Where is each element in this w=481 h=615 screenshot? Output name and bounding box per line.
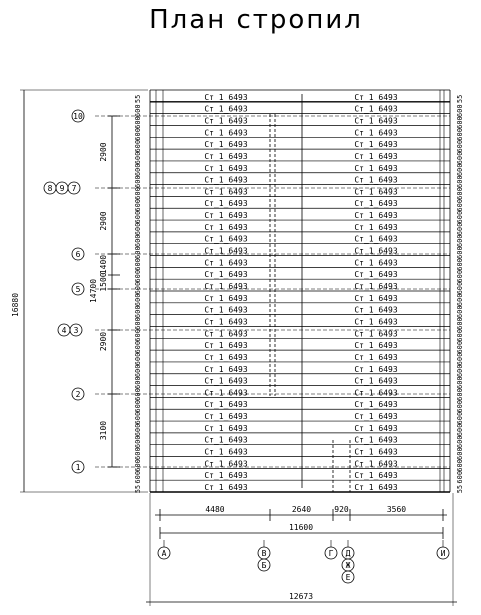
column-axis-label-1: В [261, 549, 267, 558]
column-axis-label-0: А [161, 549, 167, 558]
rafter-label-right-29: Ст_1_6493 [354, 435, 398, 445]
spacing-right-19: 600 [456, 317, 464, 330]
spacing-left-13: 600 [134, 246, 142, 259]
rafter-label-left-33: Ст_1_6493 [204, 483, 248, 492]
rafter-label-left-32: Ст_1_6493 [204, 471, 248, 481]
combined-vertical-label: 14700 [89, 278, 98, 304]
rafter-label-right-1: Ст_1_6493 [354, 104, 398, 114]
spacing-right-14: 600 [456, 258, 464, 271]
spacing-left-2: 600 [134, 116, 142, 129]
spacing-left-3: 600 [134, 128, 142, 141]
rafter-label-right-3: Ст_1_6493 [354, 128, 398, 138]
spacing-right-18: 600 [456, 305, 464, 319]
rafter-label-left-16: Ст_1_6493 [204, 282, 248, 291]
row-axis-label-6-0: 1 [75, 463, 81, 472]
rafter-label-right-5: Ст_1_6493 [354, 151, 398, 161]
rafter-label-left-7: Ст_1_6493 [204, 175, 248, 185]
rafter-label-right-30: Ст_1_6493 [354, 447, 398, 457]
spacing-right-20: 600 [456, 329, 464, 342]
horizontal-dim-label-0: 4480 [205, 505, 225, 514]
spacing-right-9: 600 [456, 198, 464, 212]
column-axis-label-3: Г [328, 549, 334, 558]
rafter-label-left-6: Ст_1_6493 [204, 163, 248, 173]
spacing-left-17: 600 [134, 293, 142, 307]
spacing-right-27: 600 [456, 411, 464, 425]
row-axis-label-4-1: 3 [73, 326, 79, 335]
rafter-label-right-21: Ст_1_6493 [354, 341, 398, 351]
rafter-label-right-22: Ст_1_6493 [354, 352, 398, 362]
spacing-left-33: 55 [134, 484, 142, 494]
spacing-left-21: 600 [134, 340, 142, 354]
rafter-label-left-14: Ст_1_6493 [204, 258, 248, 268]
vertical-dim-label-2: 1400 [99, 254, 108, 275]
spacing-right-29: 600 [456, 435, 464, 449]
horizontal-dim-label-3: 3560 [386, 505, 407, 514]
spacing-right-3: 600 [456, 128, 464, 141]
rafter-label-left-21: Ст_1_6493 [204, 341, 248, 351]
spacing-left-32: 600 [134, 470, 142, 484]
row-axis-label-2-0: 6 [75, 250, 81, 259]
spacing-right-12: 600 [456, 234, 464, 248]
spacing-right-28: 600 [456, 423, 464, 437]
rafter-label-right-25: Ст_1_6493 [354, 388, 398, 398]
rafter-label-left-31: Ст_1_6493 [204, 459, 248, 469]
spacing-right-1: 600 [456, 104, 464, 118]
rafter-label-left-3: Ст_1_6493 [204, 128, 248, 138]
rafter-label-left-0: Ст_1_6493 [204, 92, 248, 102]
horizontal-dim-label-1: 2640 [291, 505, 312, 514]
rafter-label-right-7: Ст_1_6493 [354, 175, 398, 185]
rafter-label-left-23: Ст_1_6493 [204, 364, 248, 374]
rafter-label-right-20: Ст_1_6493 [354, 329, 398, 339]
column-axis-label-6: Е [345, 573, 351, 582]
rafter-label-right-33: Ст_1_6493 [354, 483, 398, 492]
rafter-label-left-9: Ст_1_6493 [204, 199, 248, 209]
rafter-label-left-24: Ст_1_6493 [204, 376, 248, 386]
rafter-label-right-26: Ст_1_6493 [354, 400, 398, 410]
spacing-right-7: 600 [456, 175, 464, 189]
spacing-right-31: 600 [456, 459, 464, 472]
spacing-left-14: 600 [134, 258, 142, 271]
plan-width-label: 11600 [288, 523, 314, 532]
rafter-label-right-11: Ст_1_6493 [354, 222, 398, 232]
rafter-label-right-8: Ст_1_6493 [354, 187, 398, 197]
rafter-label-right-32: Ст_1_6493 [354, 471, 398, 481]
vertical-dim-label-3: 1500 [99, 272, 108, 292]
spacing-left-6: 600 [134, 163, 142, 177]
rafter-label-left-25: Ст_1_6493 [204, 388, 248, 398]
rafter-label-left-17: Ст_1_6493 [204, 293, 248, 303]
column-axis-label-5: Ж [345, 561, 351, 570]
spacing-right-4: 600 [456, 139, 464, 153]
horizontal-dim-label-2: 920 [334, 505, 349, 514]
spacing-left-10: 600 [134, 210, 142, 224]
spacing-right-22: 600 [456, 352, 464, 366]
rafter-label-left-2: Ст_1_6493 [204, 116, 248, 126]
rafter-label-right-13: Ст_1_6493 [354, 246, 398, 256]
rafter-label-right-14: Ст_1_6493 [354, 258, 398, 268]
spacing-left-18: 600 [134, 305, 142, 319]
overall-height-label: 16880 [11, 292, 20, 318]
rafter-label-right-24: Ст_1_6493 [354, 376, 398, 386]
rafter-label-left-10: Ст_1_6493 [204, 211, 248, 221]
spacing-left-8: 600 [134, 187, 142, 200]
overall-width-label: 12673 [288, 592, 314, 601]
rafter-label-right-18: Ст_1_6493 [354, 305, 398, 315]
spacing-right-30: 600 [456, 447, 464, 460]
spacing-left-7: 600 [134, 175, 142, 189]
rafter-label-right-17: Ст_1_6493 [354, 293, 398, 303]
spacing-left-16: 600 [134, 281, 142, 295]
row-axis-label-4-0: 4 [61, 326, 67, 335]
spacing-right-8: 600 [456, 187, 464, 200]
rafter-label-right-15: Ст_1_6493 [354, 270, 398, 280]
spacing-left-11: 600 [134, 222, 142, 236]
spacing-left-22: 600 [134, 352, 142, 366]
rafter-label-left-26: Ст_1_6493 [204, 400, 248, 410]
spacing-left-28: 600 [134, 423, 142, 437]
rafter-label-right-0: Ст_1_6493 [354, 92, 398, 102]
rafter-label-left-18: Ст_1_6493 [204, 305, 248, 315]
column-axis-label-2: Б [261, 561, 267, 570]
column-axis-label-4: Д [345, 549, 351, 558]
spacing-left-24: 600 [134, 376, 142, 390]
spacing-left-5: 600 [134, 151, 142, 165]
vertical-dim-label-5: 3100 [99, 420, 108, 441]
rafter-label-right-27: Ст_1_6493 [354, 412, 398, 422]
rafter-label-left-19: Ст_1_6493 [204, 317, 248, 327]
rafter-label-right-28: Ст_1_6493 [354, 423, 398, 433]
spacing-left-27: 600 [134, 411, 142, 425]
rafter-label-left-4: Ст_1_6493 [204, 140, 248, 150]
rafter-label-right-9: Ст_1_6493 [354, 199, 398, 209]
rafter-label-right-19: Ст_1_6493 [354, 317, 398, 327]
rafter-label-left-5: Ст_1_6493 [204, 151, 248, 161]
spacing-right-17: 600 [456, 293, 464, 307]
vertical-dim-label-4: 2900 [99, 331, 108, 352]
rafter-label-left-12: Ст_1_6493 [204, 234, 248, 244]
spacing-left-1: 600 [134, 104, 142, 118]
spacing-left-19: 600 [134, 317, 142, 330]
spacing-left-9: 600 [134, 198, 142, 212]
spacing-right-25: 600 [456, 388, 464, 401]
spacing-right-23: 600 [456, 364, 464, 378]
row-axis-label-1-1: 9 [59, 184, 65, 193]
rafter-label-left-8: Ст_1_6493 [204, 187, 248, 197]
rafter-label-right-2: Ст_1_6493 [354, 116, 398, 126]
rafter-label-right-12: Ст_1_6493 [354, 234, 398, 244]
rafter-label-left-30: Ст_1_6493 [204, 447, 248, 457]
spacing-right-16: 600 [456, 281, 464, 295]
rafter-label-right-16: Ст_1_6493 [354, 282, 398, 291]
spacing-left-4: 600 [134, 139, 142, 153]
row-axis-label-5-0: 2 [75, 390, 81, 399]
rafter-label-right-4: Ст_1_6493 [354, 140, 398, 150]
spacing-right-24: 600 [456, 376, 464, 390]
spacing-left-23: 600 [134, 364, 142, 378]
spacing-right-0: 55 [456, 94, 464, 104]
rafter-label-right-23: Ст_1_6493 [354, 364, 398, 374]
spacing-right-10: 600 [456, 210, 464, 224]
drawing-title: План стропил [149, 5, 363, 35]
spacing-left-31: 600 [134, 459, 142, 472]
spacing-right-26: 600 [456, 399, 464, 413]
rafter-label-left-29: Ст_1_6493 [204, 435, 248, 445]
rafter-label-left-28: Ст_1_6493 [204, 423, 248, 433]
spacing-right-2: 600 [456, 116, 464, 129]
spacing-right-15: 600 [456, 269, 464, 283]
rafter-label-left-15: Ст_1_6493 [204, 270, 248, 280]
row-axis-label-1-0: 8 [47, 184, 53, 193]
spacing-left-25: 600 [134, 388, 142, 401]
spacing-left-12: 600 [134, 234, 142, 248]
spacing-right-32: 600 [456, 470, 464, 484]
rafter-label-left-11: Ст_1_6493 [204, 222, 248, 232]
rafter-group [134, 90, 464, 493]
rafter-label-right-31: Ст_1_6493 [354, 459, 398, 469]
column-axis-label-7: И [440, 549, 446, 558]
rafter-label-right-10: Ст_1_6493 [354, 211, 398, 221]
spacing-right-11: 600 [456, 222, 464, 236]
row-axis-label-3-0: 5 [75, 285, 81, 294]
rafter-label-left-22: Ст_1_6493 [204, 352, 248, 362]
spacing-right-5: 600 [456, 151, 464, 165]
spacing-right-33: 55 [456, 484, 464, 494]
rafter-label-left-13: Ст_1_6493 [204, 246, 248, 256]
rafter-label-left-1: Ст_1_6493 [204, 104, 248, 114]
spacing-left-15: 600 [134, 269, 142, 283]
spacing-left-29: 600 [134, 435, 142, 449]
spacing-left-30: 600 [134, 447, 142, 460]
vertical-dim-label-0: 2900 [99, 142, 108, 162]
row-axis-label-0-0: 10 [73, 112, 83, 121]
spacing-left-20: 600 [134, 329, 142, 342]
rafter-label-left-20: Ст_1_6493 [204, 329, 248, 339]
row-axis-label-1-2: 7 [71, 184, 77, 193]
rafter-label-right-6: Ст_1_6493 [354, 163, 398, 173]
spacing-right-6: 600 [456, 163, 464, 177]
vertical-dim-label-1: 2900 [99, 211, 108, 231]
spacing-right-21: 600 [456, 340, 464, 354]
spacing-left-26: 600 [134, 399, 142, 413]
spacing-left-0: 55 [134, 94, 142, 104]
rafter-label-left-27: Ст_1_6493 [204, 412, 248, 422]
spacing-right-13: 600 [456, 246, 464, 259]
